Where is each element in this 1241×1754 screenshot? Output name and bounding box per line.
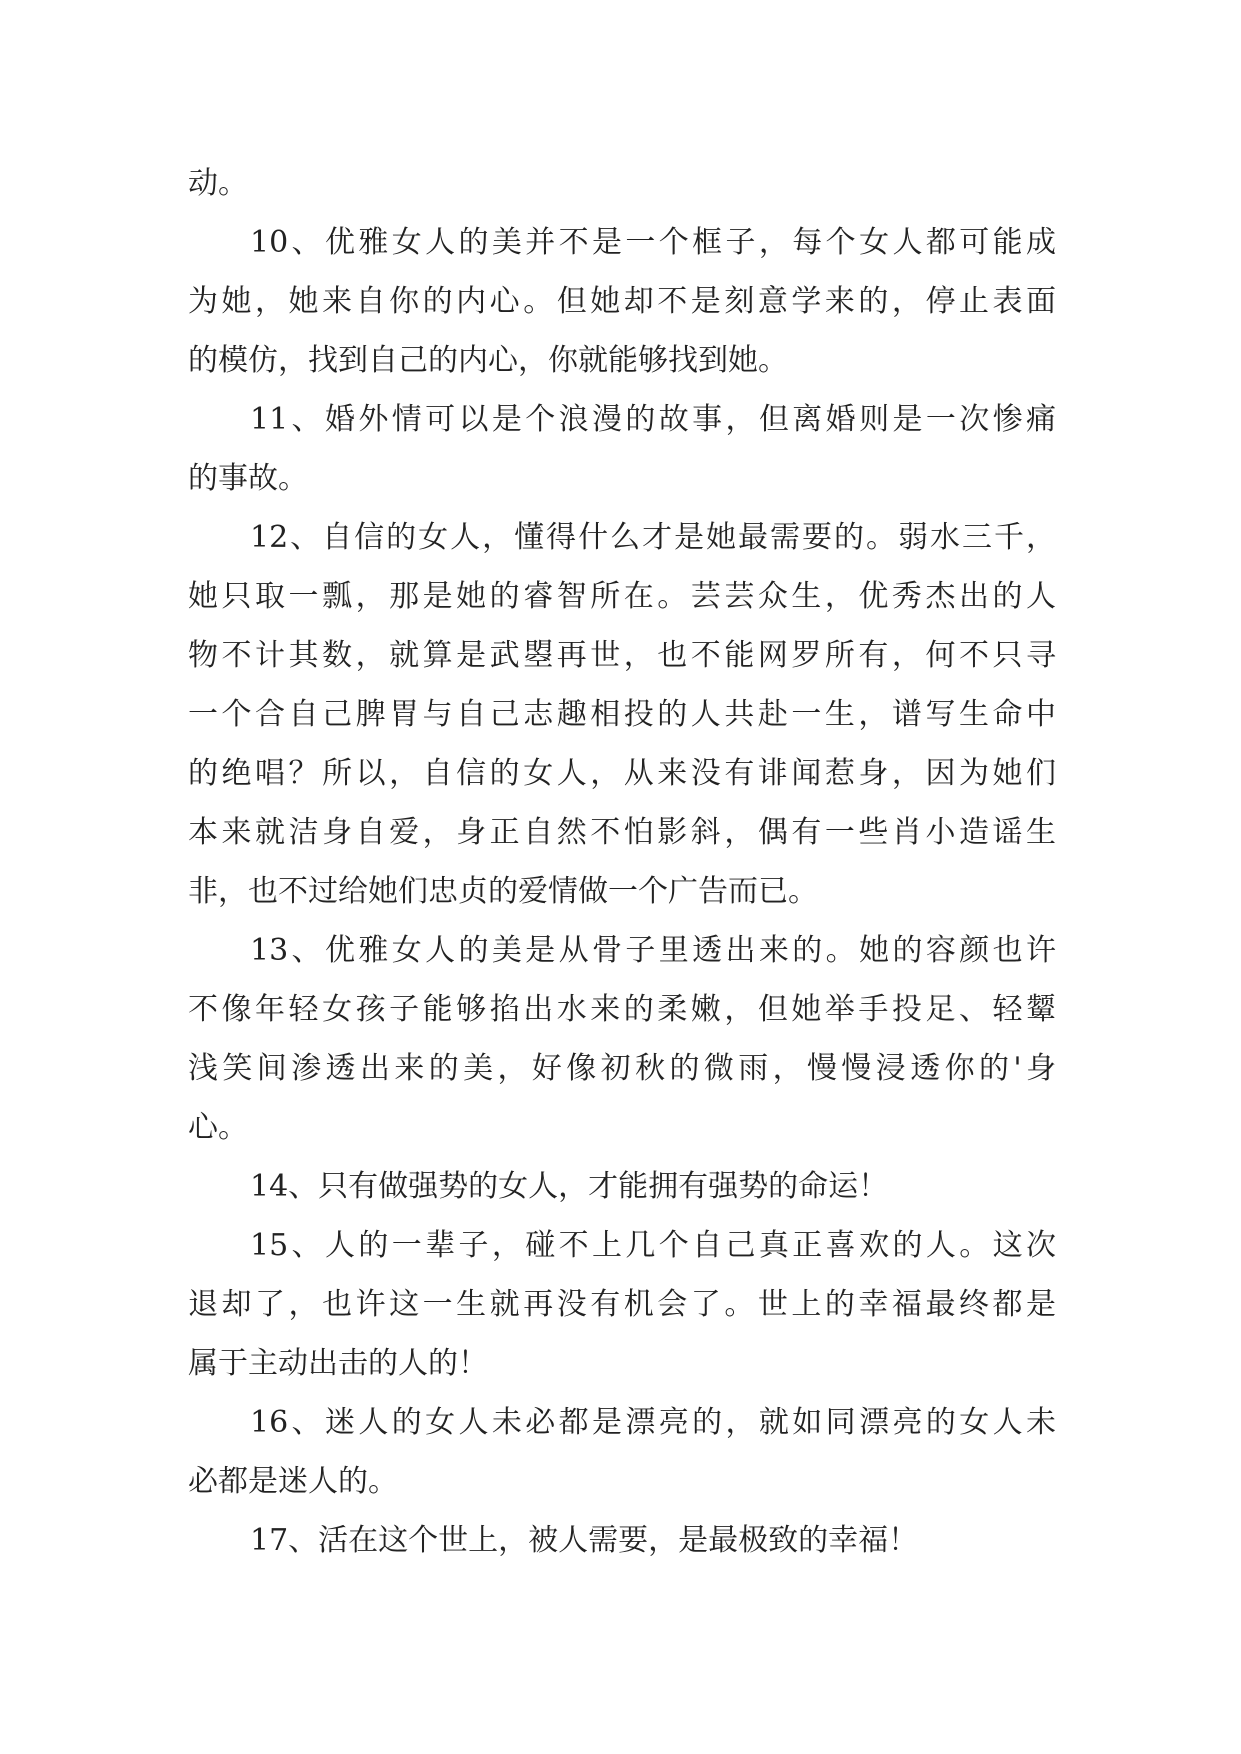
text-line: 她只取一瓢，那是她的睿智所在。芸芸众生，优秀杰出的人 — [188, 579, 1056, 614]
text-line: 心。 — [188, 1110, 248, 1145]
text-line: 物不计其数，就算是武曌再世，也不能网罗所有，何不只寻 — [188, 638, 1056, 673]
text-line: 13、优雅女人的美是从骨子里透出来的。她的容颜也许 — [250, 933, 1056, 968]
text-line: 退却了，也许这一生就再没有机会了。世上的幸福最终都是 — [188, 1287, 1056, 1322]
text-line: 本来就洁身自爱，身正自然不怕影斜，偶有一些肖小造谣生 — [188, 815, 1056, 850]
text-line: 必都是迷人的。 — [188, 1464, 398, 1499]
paragraph-16 — [188, 1393, 1056, 1511]
text-line: 浅笑间渗透出来的美，好像初秋的微雨，慢慢浸透你的'身 — [188, 1051, 1056, 1086]
text-line: 非，也不过给她们忠贞的爱情做一个广告而已。 — [188, 874, 818, 909]
text-line: 的绝唱？所以，自信的女人，从来没有诽闻惹身，因为她们 — [188, 756, 1056, 791]
text-line: 15、人的一辈子，碰不上几个自己真正喜欢的人。这次 — [250, 1228, 1056, 1263]
paragraph-12 — [188, 508, 1056, 921]
text-line: 17、活在这个世上，被人需要，是最极致的幸福！ — [250, 1523, 919, 1558]
text-line: 不像年轻女孩子能够掐出水来的柔嫩，但她举手投足、轻颦 — [188, 992, 1056, 1027]
text-line: 12、自信的女人，懂得什么才是她最需要的。弱水三千， — [250, 520, 1056, 555]
text-line: 为她，她来自你的内心。但她却不是刻意学来的，停止表面 — [188, 284, 1056, 319]
paragraph-15 — [188, 1216, 1056, 1393]
text-line: 14、只有做强势的女人，才能拥有强势的命运！ — [250, 1169, 889, 1204]
paragraph-17 — [188, 1511, 1056, 1570]
paragraph-11 — [188, 390, 1056, 508]
document-body — [188, 154, 1056, 1570]
text-line: 的模仿，找到自己的内心，你就能够找到她。 — [188, 343, 788, 378]
text-line: 动。 — [188, 166, 248, 201]
paragraph-14 — [188, 1157, 1056, 1216]
paragraph-10 — [188, 213, 1056, 390]
text-line: 10、优雅女人的美并不是一个框子，每个女人都可能成 — [250, 225, 1056, 260]
text-line: 16、迷人的女人未必都是漂亮的，就如同漂亮的女人未 — [250, 1405, 1056, 1440]
paragraph-continuation — [188, 154, 1056, 213]
paragraph-13 — [188, 921, 1056, 1157]
text-line: 11、婚外情可以是个浪漫的故事，但离婚则是一次惨痛 — [250, 402, 1056, 437]
text-line: 一个合自己脾胃与自己志趣相投的人共赴一生，谱写生命中 — [188, 697, 1056, 732]
text-line: 的事故。 — [188, 461, 308, 496]
text-line: 属于主动出击的人的！ — [188, 1346, 488, 1381]
